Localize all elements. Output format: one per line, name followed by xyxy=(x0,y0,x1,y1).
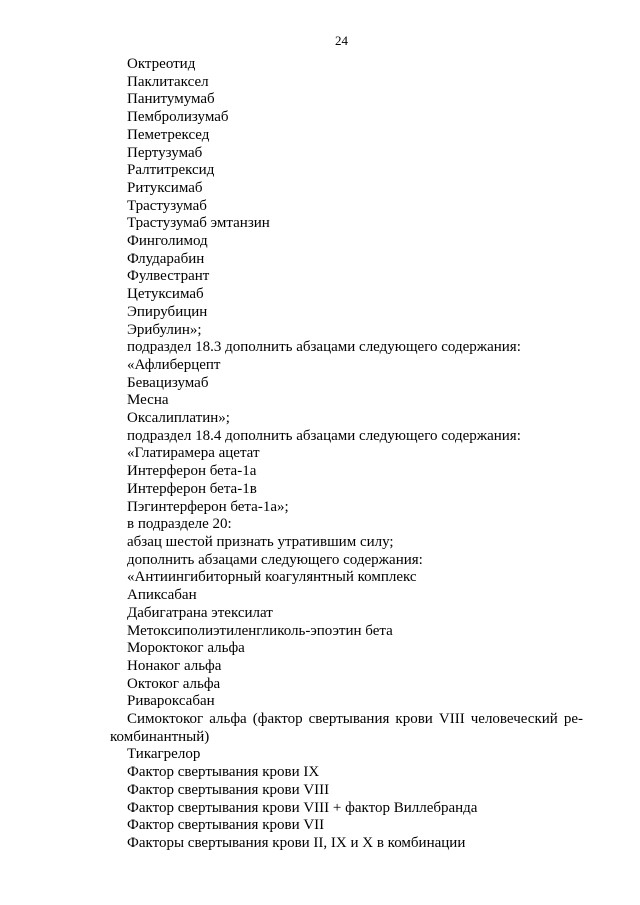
text-line: Интерферон бета-1а xyxy=(127,463,257,480)
list-after xyxy=(110,746,583,852)
text-line: дополнить абзацами следующего содержания: xyxy=(127,551,423,568)
text-line: Интерферон бета-1в xyxy=(127,480,257,497)
text-line: Ралтитрексид xyxy=(127,162,215,179)
text-line: подраздел 18.4 дополнить абзацами следующего содержания: xyxy=(127,427,521,444)
text-line: Пертузумаб xyxy=(127,144,203,161)
text-line: Фактор свертывания крови VIII + фактор Виллебранда xyxy=(127,799,478,816)
text-line: «Глатирамера ацетат xyxy=(127,445,260,462)
text-line: Трастузумаб эмтанзин xyxy=(127,215,270,232)
text-line: Пэгинтерферон бета-1а»; xyxy=(127,498,289,515)
text-line: «Афлиберцепт xyxy=(127,356,221,373)
text-line: Апиксабан xyxy=(127,587,197,604)
text-line: Фактор свертывания крови VIII xyxy=(127,781,330,798)
text-line: абзац шестой признать утратившим силу; xyxy=(127,533,394,550)
text-line: Дабигатрана этексилат xyxy=(127,604,273,621)
text-line: подраздел 18.3 дополнить абзацами следующего содержания: xyxy=(127,339,521,356)
text-line: Пембролизумаб xyxy=(127,109,229,126)
text-line: Цетуксимаб xyxy=(127,286,204,303)
text-line: Фулвестрант xyxy=(127,268,210,285)
list-before xyxy=(110,56,583,711)
text-line: Флударабин xyxy=(127,250,205,267)
text-line: Бевацизумаб xyxy=(127,374,209,391)
text-line: Оксалиплатин»; xyxy=(127,410,230,427)
text-line: Ривароксабан xyxy=(127,693,215,710)
text-line: Фактор свертывания крови VII xyxy=(127,817,325,834)
text-line: Финголимод xyxy=(127,233,208,250)
text-line: Тикагрелор xyxy=(127,746,201,763)
page-number: 24 xyxy=(335,33,348,48)
text-line: Факторы свертывания крови II, IX и X в комбинации xyxy=(127,834,466,851)
text-line: Эрибулин»; xyxy=(127,321,202,338)
text-line: Панитумумаб xyxy=(127,91,215,108)
text-line: Эпирубицин xyxy=(127,303,208,320)
text-line: Паклитаксел xyxy=(127,73,209,90)
text-line: Трастузумаб xyxy=(127,197,207,214)
wrapped-paragraph: Симоктоког альфа (фактор свертывания крови VIII человеческий ре-комбинантный) xyxy=(110,711,583,745)
text-line: Месна xyxy=(127,392,169,409)
text-line: Мороктоког альфа xyxy=(127,640,245,657)
text-line: Пеметрексед xyxy=(127,126,210,143)
text-line: Нонаког альфа xyxy=(127,657,222,674)
text-line: Метоксиполиэтиленгликоль-эпоэтин бета xyxy=(127,622,393,639)
text-line: в подразделе 20: xyxy=(127,516,232,533)
text-line: «Антиингибиторный коагулянтный комплекс xyxy=(127,569,417,586)
text-line: Фактор свертывания крови IX xyxy=(127,764,320,781)
text-line: Октреотид xyxy=(127,56,196,72)
document-body xyxy=(110,56,583,853)
text-line: Ритуксимаб xyxy=(127,179,203,196)
text-line: Октоког альфа xyxy=(127,675,221,692)
